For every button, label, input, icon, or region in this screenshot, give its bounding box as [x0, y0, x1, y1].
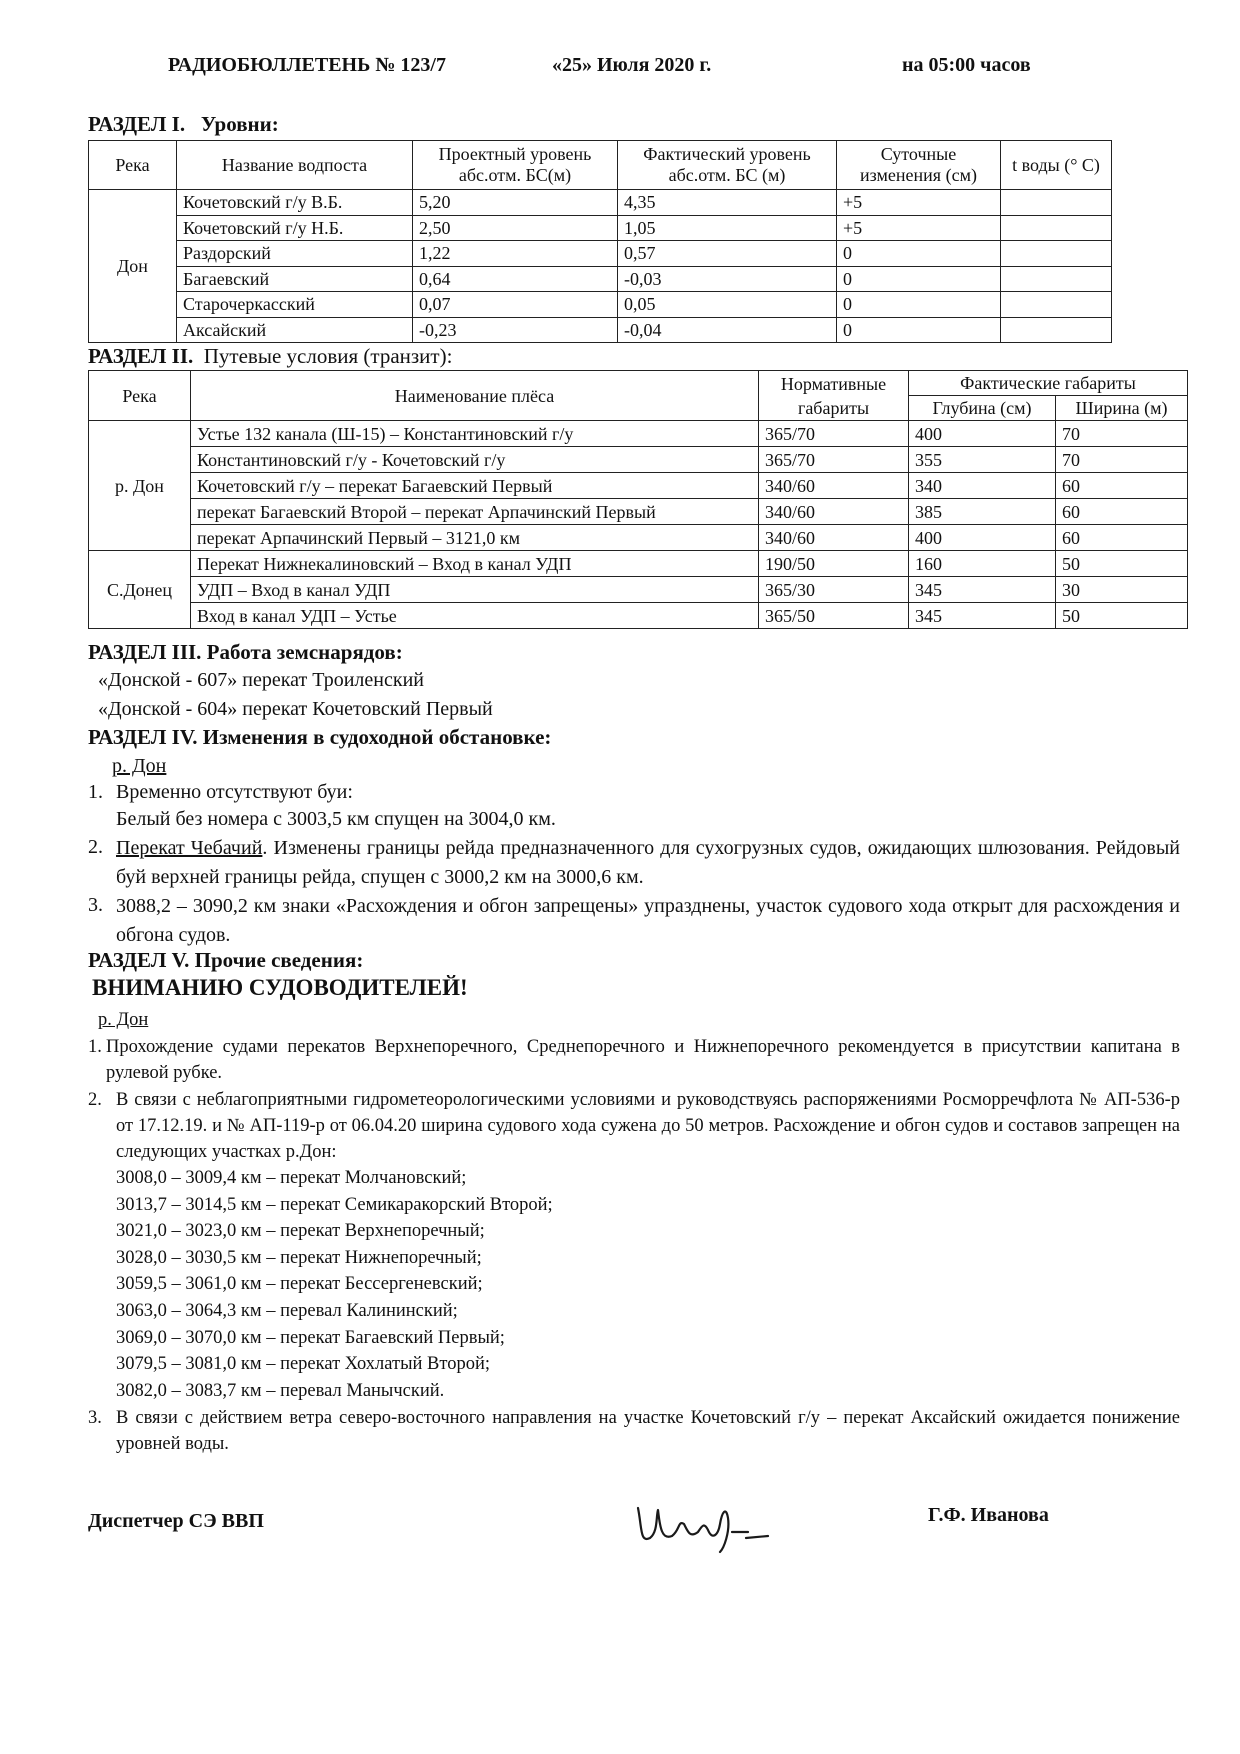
shoal-change-text: . Изменены границы рейда предназначенного для сухогрузных судов, ожидающих шлюзования. Рейдовый буй верхней границы рейда, спущен с 3000,2 км на 3000,6 км.	[116, 837, 1180, 888]
bulletin-date: «25» Июля 2020 г.	[552, 54, 712, 76]
levels-table	[88, 140, 1112, 343]
project-level: 0,64	[413, 266, 618, 292]
normative-size: 190/50	[759, 551, 909, 577]
actual-level: -0,03	[618, 266, 837, 292]
dispatcher-name: Г.Ф. Иванова	[928, 1504, 1049, 1526]
transit-col-reach: Наименование плёса	[191, 371, 759, 421]
table-row	[89, 499, 1188, 525]
normative-size: 340/60	[759, 499, 909, 525]
restricted-section: 3063,0 – 3064,3 км – перевал Калининский;	[116, 1300, 458, 1321]
transit-river-cell: р. Дон	[89, 421, 191, 551]
table-row	[89, 292, 1112, 318]
reach-name: перекат Арпачинский Первый – 3121,0 км	[191, 525, 759, 551]
levels-col-river: Река	[89, 141, 177, 190]
transit-col-width: Ширина (м)	[1056, 396, 1188, 421]
daily-change: +5	[837, 190, 1001, 216]
restricted-section: 3013,7 – 3014,5 км – перекат Семикаракорский Второй;	[116, 1194, 553, 1215]
actual-level: 4,35	[618, 190, 837, 216]
levels-col-temp: t воды (° С)	[1001, 141, 1112, 190]
bulletin-title: РАДИОБЮЛЛЕТЕНЬ № 123/7	[168, 54, 446, 76]
transit-header-row	[89, 371, 1188, 396]
table-row	[89, 447, 1188, 473]
actual-depth: 160	[909, 551, 1056, 577]
station-name: Кочетовский г/у В.Б.	[177, 190, 413, 216]
actual-level: 1,05	[618, 215, 837, 241]
restricted-section: 3028,0 – 3030,5 км – перекат Нижнепоречный;	[116, 1247, 482, 1268]
table-row	[89, 266, 1112, 292]
restricted-section: 3069,0 – 3070,0 км – перекат Багаевский Первый;	[116, 1327, 505, 1348]
actual-width: 60	[1056, 499, 1188, 525]
table-row	[89, 551, 1188, 577]
list-num: 3.	[88, 894, 103, 916]
section3-heading: РАЗДЕЛ III. Работа земснарядов:	[88, 640, 403, 664]
water-temp	[1001, 292, 1112, 318]
actual-width: 50	[1056, 551, 1188, 577]
transit-river-cell: С.Донец	[89, 551, 191, 629]
station-name: Багаевский	[177, 266, 413, 292]
table-row	[89, 525, 1188, 551]
actual-depth: 355	[909, 447, 1056, 473]
section4-river: р. Дон	[112, 755, 167, 777]
project-level: 2,50	[413, 215, 618, 241]
list-item: Белый без номера с 3003,5 км спущен на 3004,0 км.	[116, 808, 556, 830]
list-num: 1.	[88, 1037, 102, 1057]
table-row	[89, 190, 1112, 216]
section2-title: Путевые условия (транзит):	[203, 344, 453, 368]
table-row	[89, 603, 1188, 629]
list-num: 2.	[88, 1090, 102, 1110]
section1-heading	[88, 112, 279, 137]
daily-change: 0	[837, 241, 1001, 267]
list-num: 3.	[88, 1408, 102, 1428]
list-item: В связи с действием ветра северо-восточного направления на участке Кочетовский г/у – перекат Аксайский ожидается понижение уровней воды.	[116, 1408, 1180, 1454]
actual-depth: 400	[909, 525, 1056, 551]
bulletin-time: на 05:00 часов	[902, 54, 1031, 76]
transit-table	[88, 370, 1188, 629]
dredger-item: «Донской - 607» перекат Троиленский	[98, 669, 424, 691]
levels-col-project: Проектный уровень абс.отм. БС(м)	[413, 141, 618, 190]
station-name: Старочеркасский	[177, 292, 413, 318]
levels-col-actual: Фактический уровень абс.отм. БС (м)	[618, 141, 837, 190]
levels-header-row	[89, 141, 1112, 190]
daily-change: 0	[837, 266, 1001, 292]
actual-level: -0,04	[618, 317, 837, 343]
reach-name: Кочетовский г/у – перекат Багаевский Первый	[191, 473, 759, 499]
list-item: Прохождение судами перекатов Верхнепоречного, Среднепоречного и Нижнепоречного рекомендуется в присутствии капитана в рулевой рубке.	[106, 1037, 1180, 1083]
list-num: 2.	[88, 836, 103, 858]
levels-river-cell: Дон	[89, 190, 177, 343]
normative-size: 340/60	[759, 473, 909, 499]
signature-image	[628, 1488, 778, 1558]
daily-change: 0	[837, 292, 1001, 318]
transit-col-depth: Глубина (см)	[909, 396, 1056, 421]
table-row	[89, 317, 1112, 343]
normative-size: 365/50	[759, 603, 909, 629]
section2-heading	[88, 344, 452, 369]
restricted-section: 3021,0 – 3023,0 км – перекат Верхнепоречный;	[116, 1221, 485, 1242]
water-temp	[1001, 241, 1112, 267]
reach-name: Вход в канал УДП – Устье	[191, 603, 759, 629]
restricted-section: 3008,0 – 3009,4 км – перекат Молчановский;	[116, 1168, 467, 1188]
water-temp	[1001, 215, 1112, 241]
list-item: 3088,2 – 3090,2 км знаки «Расхождения и обгон запрещены» упразднены, участок судового хода открыт для расхождения и обгона судов.	[116, 895, 1180, 946]
section5-heading: РАЗДЕЛ V. Прочие сведения:	[88, 948, 364, 972]
section2-number: РАЗДЕЛ II.	[88, 344, 194, 368]
table-row	[89, 215, 1112, 241]
table-row	[89, 473, 1188, 499]
actual-width: 60	[1056, 525, 1188, 551]
section5-river: р. Дон	[98, 1010, 149, 1030]
normative-size: 340/60	[759, 525, 909, 551]
shoal-name: Перекат Чебачий	[116, 837, 263, 859]
normative-size: 365/30	[759, 577, 909, 603]
daily-change: +5	[837, 215, 1001, 241]
water-temp	[1001, 317, 1112, 343]
restricted-section: 3079,5 – 3081,0 км – перекат Хохлатый Второй;	[116, 1354, 491, 1375]
levels-col-change: Суточные изменения (см)	[837, 141, 1001, 190]
reach-name: УДП – Вход в канал УДП	[191, 577, 759, 603]
actual-depth: 385	[909, 499, 1056, 525]
transit-col-normative: Нормативные габариты	[759, 371, 909, 421]
table-row	[89, 421, 1188, 447]
dredger-item: «Донской - 604» перекат Кочетовский Первый	[98, 698, 493, 720]
list-item: Временно отсутствуют буи:	[116, 781, 353, 803]
project-level: 1,22	[413, 241, 618, 267]
actual-width: 70	[1056, 447, 1188, 473]
actual-width: 30	[1056, 577, 1188, 603]
actual-level: 0,05	[618, 292, 837, 318]
levels-col-station: Название водпоста	[177, 141, 413, 190]
reach-name: Константиновский г/у - Кочетовский г/у	[191, 447, 759, 473]
list-item: В связи с неблагоприятными гидрометеорологическими условиями и руководствуясь распоряжениями Росморречфлота № АП-536-р от 17.12.19. и № АП-119-р от 06.04.20 ширина судового хода сужена до 50 метров. Расхождение и обгон судов и составов запрещен на следующих участках р.Дон:	[116, 1090, 1180, 1162]
water-temp	[1001, 190, 1112, 216]
station-name: Раздорский	[177, 241, 413, 267]
section1-number: РАЗДЕЛ I.	[88, 112, 186, 136]
list-num: 1.	[88, 781, 103, 803]
project-level: 5,20	[413, 190, 618, 216]
normative-size: 365/70	[759, 447, 909, 473]
section4-heading: РАЗДЕЛ IV. Изменения в судоходной обстановке:	[88, 725, 552, 749]
actual-depth: 400	[909, 421, 1056, 447]
project-level: -0,23	[413, 317, 618, 343]
project-level: 0,07	[413, 292, 618, 318]
transit-col-river: Река	[89, 371, 191, 421]
actual-depth: 345	[909, 577, 1056, 603]
table-row	[89, 577, 1188, 603]
section1-title: Уровни:	[200, 112, 279, 136]
actual-width: 60	[1056, 473, 1188, 499]
reach-name: Устье 132 канала (Ш-15) – Константиновский г/у	[191, 421, 759, 447]
reach-name: Перекат Нижнекалиновский – Вход в канал УДП	[191, 551, 759, 577]
restricted-section: 3059,5 – 3061,0 км – перекат Бессергеневский;	[116, 1274, 483, 1295]
table-row	[89, 241, 1112, 267]
attention-heading: ВНИМАНИЮ СУДОВОДИТЕЛЕЙ!	[92, 975, 468, 1000]
dispatcher-position: Диспетчер СЭ ВВП	[88, 1510, 264, 1532]
actual-depth: 340	[909, 473, 1056, 499]
transit-col-actual: Фактические габариты	[909, 371, 1188, 396]
actual-width: 70	[1056, 421, 1188, 447]
daily-change: 0	[837, 317, 1001, 343]
actual-depth: 345	[909, 603, 1056, 629]
station-name: Кочетовский г/у Н.Б.	[177, 215, 413, 241]
water-temp	[1001, 266, 1112, 292]
reach-name: перекат Багаевский Второй – перекат Арпачинский Первый	[191, 499, 759, 525]
normative-size: 365/70	[759, 421, 909, 447]
restricted-section: 3082,0 – 3083,7 км – перевал Манычский.	[116, 1380, 445, 1401]
station-name: Аксайский	[177, 317, 413, 343]
actual-width: 50	[1056, 603, 1188, 629]
restricted-sections-list	[116, 1165, 553, 1404]
list-item	[116, 834, 1180, 892]
actual-level: 0,57	[618, 241, 837, 267]
